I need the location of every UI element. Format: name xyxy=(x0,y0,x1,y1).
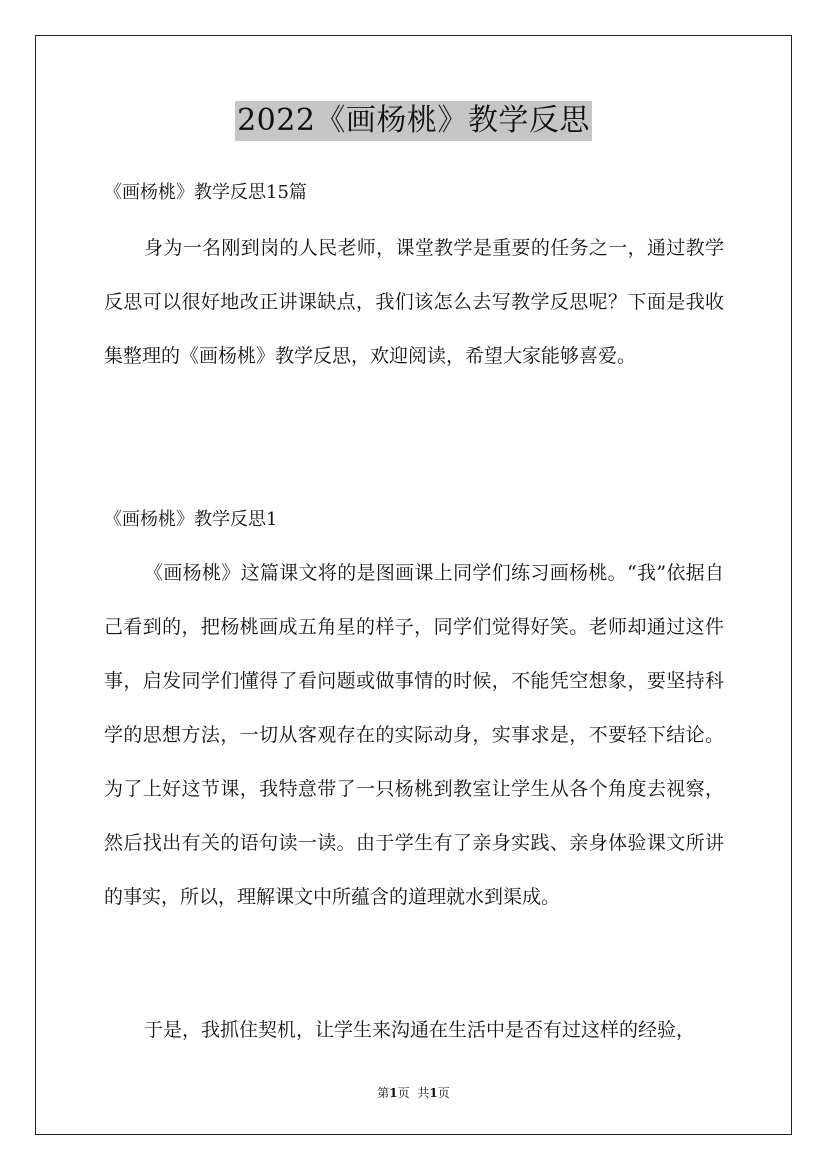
page-prefix: 第 xyxy=(377,1086,390,1100)
document-title: 2022《画杨桃》教学反思 xyxy=(235,101,592,141)
page-suffix: 页 xyxy=(397,1086,410,1100)
body-paragraph: 于是，我抓住契机，让学生来沟通在生活中是否有过这样的经验， xyxy=(144,1019,696,1041)
article-subheading: 《画杨桃》教学反思1 xyxy=(104,509,278,530)
total-suffix: 页 xyxy=(437,1086,450,1100)
body-paragraph: 《画杨桃》这篇课文将的是图画课上同学们练习画杨桃。“我”依据自己看到的，把杨桃画成五角星的样子，同学们觉得好笑。老师却通过这件事，启发同学们懂得了看问题或做事情的时候，不能凭空想象，要坚持科学的思想方法，一切从客观存在的实际动身，实事求是，不要轻下结论。为了上好这节课，我特意带了一只杨桃到教室让学生从各个角度去视察，然后找出有关的语句读一读。由于学生有了亲身实践、亲身体验课文所讲的事实，所以，理解课文中所蕴含的道理就水到渠成。 xyxy=(104,562,724,908)
intro-paragraph: 身为一名刚到岗的人民老师，课堂教学是重要的任务之一，通过教学反思可以很好地改正讲课缺点，我们该怎么去写教学反思呢？下面是我收集整理的《画杨桃》教学反思，欢迎阅读，希望大家能够喜爱。 xyxy=(104,237,724,367)
page-footer xyxy=(0,1085,827,1101)
total-pages: 1 xyxy=(429,1086,438,1100)
section-subheading: 《画杨桃》教学反思15篇 xyxy=(104,182,307,203)
title-container xyxy=(0,101,827,141)
page-number: 1 xyxy=(389,1086,398,1100)
total-prefix: 共 xyxy=(417,1086,430,1100)
